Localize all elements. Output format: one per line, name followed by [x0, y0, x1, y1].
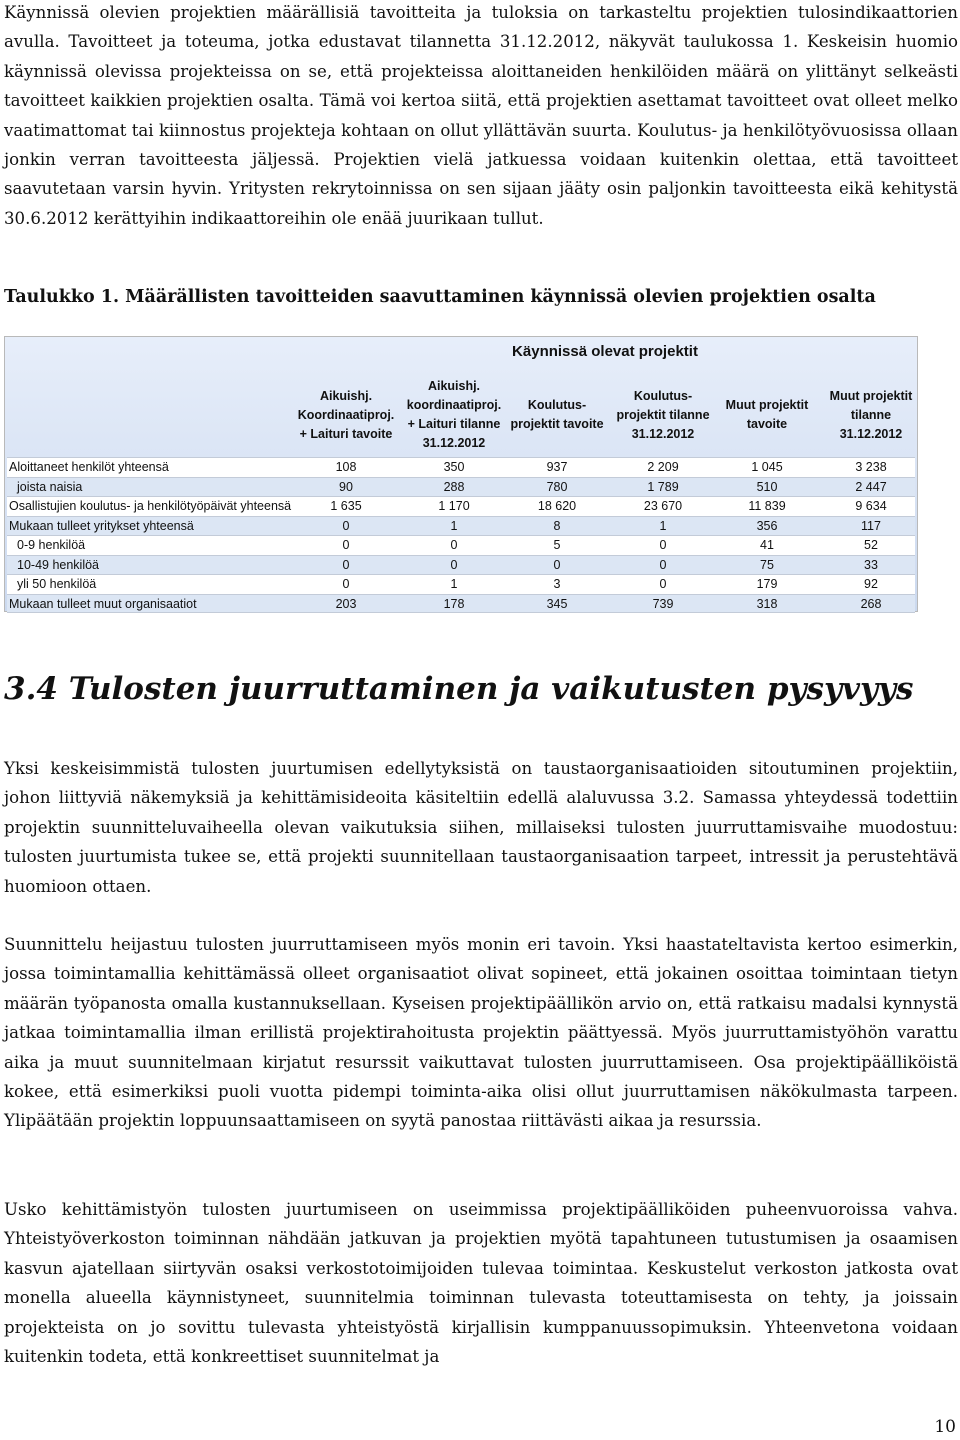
section-heading: 3.4 Tulosten juurruttaminen ja vaikutusten pysyvyys	[4, 671, 914, 707]
table-cell: 1	[450, 577, 458, 591]
column-header: Muut projektit tilanne 31.12.2012	[829, 388, 913, 441]
table-row	[7, 496, 915, 516]
table-caption: Taulukko 1. Määrällisten tavoitteiden saavuttaminen käynnissä olevien projektien osalta	[4, 287, 876, 307]
table-cell: 1 635	[330, 499, 362, 513]
table-title: Käynnissä olevat projektit	[512, 343, 698, 360]
table-cell: 11 839	[748, 499, 786, 513]
table-cell: 18 620	[537, 499, 577, 513]
table-cell: 0	[450, 538, 458, 552]
table-cell: 1 045	[751, 460, 783, 474]
table-cell: 117	[861, 518, 881, 533]
table-cell: 937	[546, 460, 568, 474]
table-cell: 203	[335, 596, 357, 611]
table-cell: 739	[652, 596, 674, 611]
row-label: Mukaan tulleet muut organisaatiot	[9, 596, 197, 611]
table-cell: 52	[864, 538, 878, 552]
row-label: Osallistujien koulutus- ja henkilötyöpäivät yhteensä	[9, 499, 292, 513]
table-cell: 33	[864, 557, 878, 572]
table-cell: 318	[756, 596, 778, 611]
row-label: yli 50 henkilöä	[17, 577, 97, 591]
table-row	[7, 477, 915, 497]
table-cell: 268	[860, 596, 882, 611]
table-cell: 0	[342, 518, 350, 533]
table-cell: 0	[342, 557, 350, 572]
table-row	[7, 574, 915, 594]
table-row	[7, 535, 915, 555]
table-cell: 41	[760, 538, 774, 552]
table-cell: 8	[553, 518, 561, 533]
table-cell: 75	[760, 557, 774, 572]
table-cell: 5	[553, 538, 561, 552]
paragraph-continuation: Usko kehittämistyön tulosten juurtumiseen on useimmissa projektipäälliköiden puheenvuoroissa vahva. Yhteistyöverkoston toiminnan nähdään jatkuvan ja projektien myötä tapahtuneen tutustumisen ja osaamisen kasvun ajatellaan siirtyvän osaksi verkostotoimijoiden tulevaa toimintaa. Keskustelut verkoston jatkosta ovat monella alueella käynnistyneet, suunnitelmia toiminnan tulevasta toteuttamisesta on tehty, ja joissain projekteista on jo sovittu tulevasta yhteistyöstä kirjallisin kumppanuussopimuksin. Yhteenvetona voidaan kuitenkin todeta, että konkreettiset suunnitelmat ja	[4, 1200, 958, 1367]
table-cell: 288	[443, 479, 465, 494]
table-cell: 2 209	[647, 460, 679, 474]
table-row	[7, 555, 915, 575]
table-cell: 0	[553, 557, 561, 572]
row-label: 10-49 henkilöä	[17, 557, 100, 572]
table-cell: 92	[864, 577, 878, 591]
table-cell: 178	[443, 596, 465, 611]
table-cell: 0	[450, 557, 458, 572]
paragraph-commitment: Yksi keskeisimmistä tulosten juurtumisen edellytyksistä on taustaorganisaatioiden sitoutuminen projektiin, johon liittyviä näkemyksiä ja kehittämisideoita käsiteltiin edellä alaluvussa 3.2. Samassa yhteydessä todettiin projektin suunnitteluvaiheella olevan vaikutuksia siihen, millaiseksi tulosten juurruttamisvaihe muodostuu: tulosten juurtumista tukee se, että projekti suunnitellaan taustaorganisaation tarpeet, intressit ja perustehtävä huomioon ottaen.	[4, 759, 958, 896]
table-cell: 108	[335, 460, 357, 474]
table-cell: 0	[342, 538, 350, 552]
table-cell: 780	[546, 479, 568, 494]
paragraph-planning: Suunnittelu heijastuu tulosten juurruttamiseen myös monin eri tavoin. Yksi haastateltavista kertoo esimerkin, jossa toimintamallia kehittämässä olleet organisaatiot olivat sopineet, että jokainen osoittaa toimintaan tietyn määrän työpanosta omalla kustannuksellaan. Kyseisen projektipäällikön arvio on, että ratkaisu madalsi kynnystä jatkaa toimintamallia ilman erillistä projektirahoitusta projektin päättyessä. Myös juurruttamistyöhön varattu aika ja muut suunnitelmaan kirjatut resurssit vaikuttavat tulosten juurruttamiseen. Osa projektipäälliköistä kokee, että esimerkiksi puoli vuotta pidempi toiminta-aika olisi ollut juurruttamisen näkökulmasta tarpeen. Ylipäätään projektin loppuunsaattamiseen on syytä panostaa riittävästi aikaa ja resurssia.	[4, 935, 958, 1131]
table-cell: 345	[546, 596, 568, 611]
table-cell: 0	[659, 577, 667, 591]
table-cell: 0	[342, 577, 350, 591]
table-body	[7, 457, 915, 613]
table-cell: 23 670	[643, 499, 683, 513]
table-row	[7, 516, 915, 536]
page-number: 10	[934, 1417, 956, 1437]
table-cell: 510	[756, 479, 778, 494]
table-cell: 356	[756, 518, 778, 533]
row-label: Mukaan tulleet yritykset yhteensä	[9, 518, 194, 533]
results-table	[4, 336, 918, 612]
column-header: Koulutus- projektit tavoite	[510, 398, 604, 431]
table-cell: 3	[553, 577, 561, 591]
table-cell: 3 238	[855, 460, 887, 474]
table-cell: 1 789	[647, 479, 679, 494]
table-row	[7, 457, 915, 477]
row-label: 0-9 henkilöä	[17, 538, 86, 552]
paragraph-indicators: Käynnissä olevien projektien määrällisiä tavoitteita ja tuloksia on tarkasteltu projektien tulosindikaattorien avulla. Tavoitteet ja toteuma, jotka edustavat tilannetta 31.12.2012, näkyvät taulukossa 1. Keskeisin huomio käynnissä olevissa projekteissa on se, että projekteissa aloittaneiden henkilöiden määrä on ylittänyt selkeästi tavoitteet kaikkien projektien osalta. Tämä voi kertoa siitä, että projektien asettamat tavoitteet ovat olleet melko vaatimattomat tai kiinnostus projekteja kohtaan on ollut yllättävän suurta. Koulutus- ja henkilötyövuosissa ollaan jonkin verran tavoitteesta jäljessä. Projektien vielä jatkuessa voidaan kuitenkin olettaa, että tavoitteet saavutetaan varsin hyvin. Yritysten rekrytoinnissa on sen sijaan jääty osin paljonkin tavoitteesta eikä kehitystä 30.6.2012 kerättyihin indikaattoreihin ole enää juurikaan tullut.	[4, 3, 958, 228]
table-cell: 1 170	[438, 499, 470, 513]
table-cell: 9 634	[855, 499, 887, 513]
table-cell: 1	[450, 518, 458, 533]
table-cell: 0	[659, 557, 667, 572]
table-cell: 1	[659, 518, 667, 533]
row-label: Aloittaneet henkilöt yhteensä	[9, 460, 169, 474]
column-header: Koulutus- projektit tilanne 31.12.2012	[616, 388, 710, 441]
table-cell: 0	[659, 538, 667, 552]
column-header: Muut projektit tavoite	[725, 398, 809, 431]
table-cell: 350	[443, 460, 465, 474]
table-cell: 90	[339, 479, 353, 494]
table-cell: 179	[756, 577, 778, 591]
column-header: Aikuishj. Koordinaatiproj. + Laituri tavoite	[297, 388, 395, 441]
column-header: Aikuishj. koordinaatiproj. + Laituri tilanne 31.12.2012	[406, 379, 502, 450]
table-cell: 2 447	[855, 479, 887, 494]
table-row	[7, 594, 915, 614]
row-label: joista naisia	[17, 479, 83, 494]
